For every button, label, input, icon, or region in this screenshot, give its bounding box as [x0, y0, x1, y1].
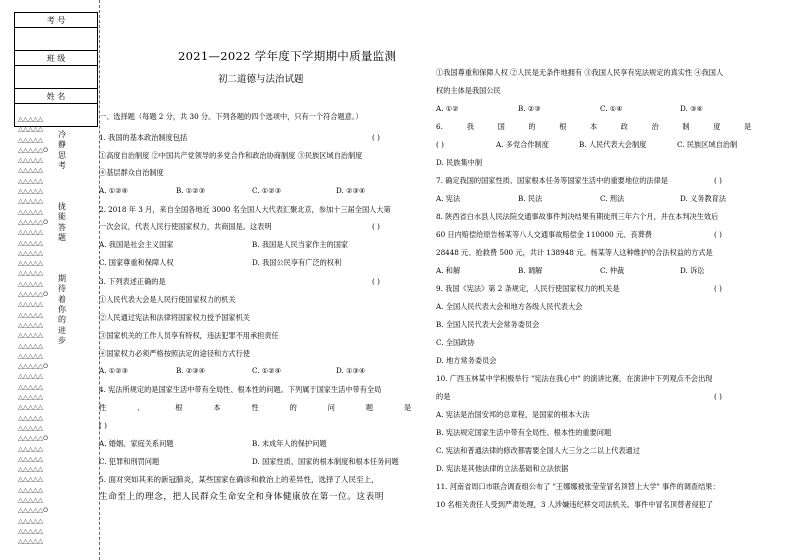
binding-triangle-row: △△△△△	[18, 331, 43, 340]
binding-vertical-char: 待	[58, 284, 66, 294]
binding-triangle-row: △△△△△	[18, 228, 43, 237]
spaced-word: 本	[590, 122, 598, 131]
binding-vertical-char: 的	[58, 315, 66, 325]
spaced-word: 治	[651, 122, 659, 131]
q1-answer-bracket[interactable]: ( )	[372, 133, 380, 142]
q9-stem: 9. 我国《宪法》第 2 条规定，人民行使国家权力的机关是	[436, 284, 620, 293]
q11-stem-line-2: 10 名相关责任人受到严肃处理，3 人涉嫌违纪移交司法机关。事件中冒名顶替者侵犯了	[436, 500, 714, 509]
q3-statement-3: ③国家机关的工作人员享有特权，违法犯罪不用承担责任	[99, 331, 279, 340]
binding-vertical-char	[56, 192, 68, 202]
q9-option-b[interactable]: B. 全国人民代表大会常务委员会	[436, 320, 540, 329]
q3-answer-bracket[interactable]: ( )	[372, 277, 380, 286]
binding-vertical-char	[56, 254, 68, 264]
q6-option-b[interactable]: B. 人民代表大会制度	[579, 140, 647, 149]
q6-option-a[interactable]: A. 多党合作制度	[496, 140, 549, 149]
spaced-word: 根	[559, 122, 567, 131]
binding-triangle-row: △△△△△	[18, 444, 43, 453]
binding-triangle-row: △△△△△	[18, 279, 43, 288]
q7-option-a[interactable]: A. 宪法	[436, 194, 461, 203]
binding-vertical-char: 考	[58, 160, 66, 170]
binding-triangle-row: △△△△△	[18, 465, 43, 474]
binding-vertical-char: 着	[58, 294, 66, 304]
q10-option-b[interactable]: B. 宪法规定国家生活中带有全局性、根本性的重要问题	[436, 428, 612, 437]
student-info-table	[14, 12, 98, 127]
q6-option-c[interactable]: C. 民族区域自治制	[677, 140, 738, 149]
spaced-word: 6.	[436, 122, 443, 131]
q10-stem-line-2: 的是	[436, 392, 451, 401]
spaced-word: 度	[713, 122, 721, 131]
q8-stem-line-2: 60 日内赔偿给原告杨某等八人交通事故赔偿金 110000 元、丧葬费	[436, 230, 652, 239]
q10-option-c[interactable]: C. 宪法和普通法律的修改都需要全国人大三分之二以上代表通过	[436, 446, 640, 455]
binding-triangle-row: △△△△△	[18, 403, 43, 412]
class-label: 班 级	[15, 51, 98, 66]
q10-answer-bracket[interactable]: ( )	[714, 392, 722, 401]
q10-option-a[interactable]: A. 宪法是治国安邦的总章程，是国家的根本大法	[436, 410, 590, 419]
binding-vertical-char: 你	[58, 305, 66, 315]
binding-vertical-char: 思	[58, 150, 66, 160]
binding-triangle-row: △△△△△	[18, 300, 43, 309]
binding-triangle-row: △△△△△	[18, 495, 43, 504]
q7-stem: 7. 确定我国的国家性质、国家根本任务等国家生活中的重要地位的法律是	[436, 176, 668, 185]
spaced-word: 我	[466, 122, 474, 131]
binding-triangle-row: △△△△△	[18, 156, 43, 165]
q2-option-b[interactable]: B. 我国是人民当家作主的国家	[252, 240, 349, 249]
binding-triangle-row: △△△△△	[18, 310, 43, 319]
binding-triangle-row: △△△△△	[18, 115, 43, 123]
q5-statement-line-2: 权的主体是我国公民	[436, 86, 501, 95]
spaced-word: 制	[682, 122, 690, 131]
binding-triangle-row: △△△△△	[18, 526, 43, 535]
binding-vertical-char: 拢	[58, 202, 66, 212]
q5-stem-line-2: 生命至上的理念，把人民群众生命安全和身体健康放在第一位。这表明	[99, 492, 385, 502]
q4-option-b[interactable]: B. 未成年人的保护问题	[252, 439, 327, 448]
spaced-word: 的	[289, 403, 297, 412]
binding-triangle-rows	[18, 114, 78, 546]
q2-stem-line-2: 一次会议，代表人民行使国家权力，共商国是。这表明	[99, 222, 272, 231]
binding-triangle-row: △△△△△	[18, 238, 43, 247]
binding-vertical-char: 步	[58, 335, 66, 345]
spaced-word: 、	[137, 403, 145, 412]
q1-stem: 1. 我国的基本政治制度包括	[99, 133, 188, 142]
spaced-word: 性	[251, 403, 259, 412]
q9-option-a[interactable]: A. 全国人民代表大会和地方各级人民代表大会	[436, 302, 583, 311]
q4-option-d[interactable]: D. 国家性质、国家的根本制度和根本任务问题	[252, 457, 399, 466]
binding-vertical-char	[56, 181, 68, 191]
q2-option-c[interactable]: C. 国家尊重和保障人权	[99, 258, 174, 267]
binding-vertical-char: 静	[58, 140, 66, 150]
q3-option-c[interactable]: C. ①②④	[252, 366, 282, 375]
q8-option-a[interactable]: A. 和解	[436, 266, 461, 275]
binding-vertical-char: 题	[58, 232, 66, 242]
q5-stem-line-1: 5. 面对突如其来的新冠肺炎，某些国家在确诊和救治上的差异性，选择了人民至上，	[99, 475, 379, 484]
q1-option-d[interactable]: D. ②③④	[336, 186, 366, 195]
binding-triangle-row: △△△△△	[18, 269, 43, 278]
binding-vertical-char: 能	[58, 212, 66, 222]
exam-number-field[interactable]	[15, 28, 98, 51]
exam-title: 2021—2022 学年度下学期期中质量监测	[178, 49, 397, 63]
q2-answer-bracket[interactable]: ( )	[372, 222, 380, 231]
class-field[interactable]	[15, 66, 98, 89]
binding-triangle-row: △△△△△	[18, 475, 43, 484]
binding-triangle-row: △△△△△	[18, 454, 43, 463]
q6-option-d[interactable]: D. 民族集中制	[436, 158, 483, 167]
q11-stem-line-1: 11. 河南省周口市联合调查组公布了 "王娜娜被张莹莹冒名顶替上大学" 事件的调查结果：	[436, 482, 720, 491]
binding-triangle-row: △△△△△	[18, 537, 43, 546]
binding-vertical-char	[56, 171, 68, 181]
q5-option-d[interactable]: D. ③④	[680, 104, 703, 113]
binding-triangle-row: △△△△△	[18, 351, 43, 360]
q9-option-c[interactable]: C. 全国政协	[436, 338, 475, 347]
binding-vertical-char: 期	[58, 274, 66, 284]
q3-statement-4: ④国家权力必须严格按照法定的途径和方式行使	[99, 349, 250, 358]
name-label: 姓 名	[15, 89, 98, 104]
binding-triangle-row: △△△△△O	[18, 145, 49, 154]
q1-option-a[interactable]: A. ①②④	[99, 186, 129, 195]
spaced-word: 根	[175, 403, 183, 412]
binding-triangle-row: △△△△△O	[18, 506, 49, 515]
q8-option-b[interactable]: B. 调解	[518, 266, 543, 275]
q3-option-d[interactable]: D. ①③④	[336, 366, 366, 375]
binding-triangle-row: △△△△△	[18, 166, 43, 175]
q4-option-c[interactable]: C. 犯罪和刑罚问题	[99, 457, 160, 466]
q7-answer-bracket[interactable]: ( )	[714, 176, 722, 185]
binding-triangle-row: △△△△△	[18, 382, 43, 391]
q5-option-a[interactable]: A. ①②	[436, 104, 459, 113]
spaced-word: 的	[528, 122, 536, 131]
q8-option-c[interactable]: C. 仲裁	[600, 266, 625, 275]
q2-stem-line-1: 2. 2018 年 3 月，来自全国各地近 3000 名全国人大代表汇聚北京，参加十三届全国人大第	[99, 205, 391, 214]
binding-triangle-row: △△△△△O	[18, 434, 49, 443]
q7-option-d[interactable]: D. 义务教育法	[680, 194, 727, 203]
q9-answer-bracket[interactable]: ( )	[714, 284, 722, 293]
binding-triangle-row: △△△△△	[18, 423, 43, 432]
spaced-word: 性	[99, 403, 107, 412]
spaced-word: 问	[327, 403, 335, 412]
q5-option-c[interactable]: C. ①④	[600, 104, 623, 113]
q3-option-a[interactable]: A. ①②③	[99, 366, 129, 375]
binding-triangle-row: △△△△△	[18, 413, 43, 422]
binding-vertical-char	[56, 264, 68, 274]
spaced-word: 国	[497, 122, 505, 131]
binding-triangle-row: △△△△△	[18, 125, 43, 134]
q10-option-d[interactable]: D. 宪法是其他法律的立法基础和立法依据	[436, 464, 569, 473]
binding-triangle-row: △△△△△O	[18, 362, 49, 371]
binding-triangle-row: △△△△△	[18, 187, 43, 196]
q6-answer-bracket[interactable]: ( )	[436, 140, 444, 149]
binding-vertical-char	[56, 243, 68, 253]
q8-answer-bracket[interactable]: ( )	[714, 230, 722, 239]
exam-subtitle: 初二道德与法治试题	[218, 74, 304, 85]
q2-option-d[interactable]: D. 我国公民享有广泛的权利	[252, 258, 342, 267]
q7-option-c[interactable]: C. 刑法	[600, 194, 625, 203]
binding-triangle-row: △△△△△	[18, 207, 43, 216]
q3-option-b[interactable]: B. ②③④	[176, 366, 206, 375]
exam-number-label: 考 号	[15, 13, 98, 28]
q8-stem-line-1: 8. 陕西省白水县人民法院交通事故事件判决结果有期徒刑三年六个月，并在本判决生效后	[436, 212, 719, 221]
binding-triangle-row: △△△△△	[18, 320, 43, 329]
spaced-word: 是	[404, 403, 412, 412]
q1-statement-2: ④基层群众自治制度	[99, 168, 164, 177]
q7-option-b[interactable]: B. 民法	[518, 194, 543, 203]
q1-option-b[interactable]: B. ①②③	[176, 186, 206, 195]
q4-option-a[interactable]: A. 婚姻、家庭关系问题	[99, 439, 174, 448]
spaced-word: 政	[620, 122, 628, 131]
q10-stem-line-1: 10. 广西玉林某中学积极举行 "宪法在我心中" 的演讲比赛，在演讲中下列观点不会出现	[436, 374, 713, 383]
binding-vertical-char: 答	[58, 222, 66, 232]
binding-triangle-row: △△△△△	[18, 341, 43, 350]
q1-option-c[interactable]: C. ①②③	[252, 186, 282, 195]
binding-vertical-char: 冷	[58, 130, 66, 139]
binding-triangle-row: △△△△△	[18, 135, 43, 144]
binding-triangle-row: △△△△△	[18, 197, 43, 206]
q3-statement-2: ②人民通过宪法和法律将国家权力授予国家机关	[99, 313, 250, 322]
binding-triangle-row: △△△△△O	[18, 217, 49, 226]
q5-option-b[interactable]: B. ②③	[518, 104, 541, 113]
q4-answer-bracket[interactable]: ( )	[99, 421, 107, 430]
binding-triangle-row: △△△△△	[18, 516, 43, 525]
binding-triangle-row: △△△△△	[18, 372, 43, 381]
spaced-word: 本	[213, 403, 221, 412]
binding-vertical-text	[56, 130, 68, 346]
binding-triangle-row: △△△△△	[18, 248, 43, 257]
binding-triangle-row: △△△△△	[18, 393, 43, 402]
q4-stem-line-1: 4. 宪法所规定的是国家生活中带有全局性、根本性的问题。下列属于国家生活中带有全局	[99, 385, 382, 394]
section-heading: 一、选择题（每题 2 分，共 30 分。下列各题的四个选项中，只有一个符合题意。）	[99, 112, 363, 121]
spaced-word: 是	[744, 122, 752, 131]
binding-vertical-char: 进	[58, 325, 66, 335]
q3-stem: 3. 下列表述正确的是	[99, 277, 166, 286]
binding-triangle-row: △△△△△	[18, 176, 43, 185]
q8-option-d[interactable]: D. 诉讼	[680, 266, 705, 275]
binding-triangle-row: △△△△△O	[18, 290, 49, 299]
q1-statement-1: ①高度自治制度 ②中国共产党领导的多党合作和政治协商制度 ③民族区域自治制度	[99, 151, 363, 160]
spaced-word: 题	[365, 403, 374, 412]
q9-option-d[interactable]: D. 地方常务委员会	[436, 356, 497, 365]
q3-statement-1: ①人民代表大会是人民行使国家权力的机关	[99, 295, 236, 304]
q2-option-a[interactable]: A. 我国是社会主义国家	[99, 240, 174, 249]
q5-statement-line-1: ①我国尊重和保障人权 ②人民是无条件地拥有 ③我国人民享有宪法规定的真实性 ④我国人	[436, 68, 724, 77]
q8-stem-line-3: 28448 元、抢救费 500 元，共计 138948 元。杨某等人这种维护的合法权益的方式是	[436, 248, 713, 257]
binding-triangle-row: △△△△△	[18, 259, 43, 268]
binding-triangle-row: △△△△△	[18, 485, 43, 494]
